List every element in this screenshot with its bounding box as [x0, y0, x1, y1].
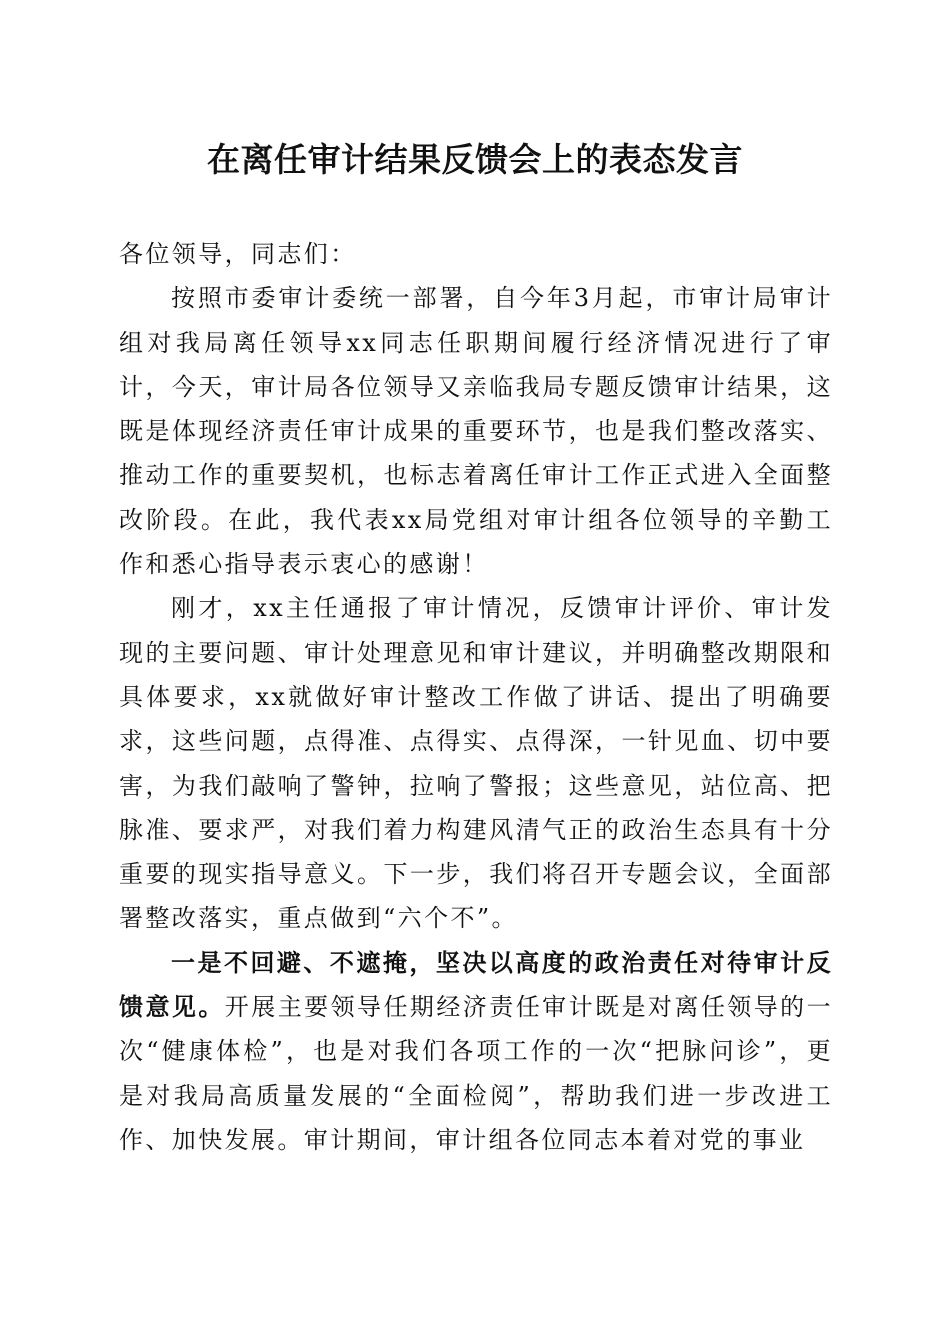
- paragraph-2: 刚才，xx主任通报了审计情况，反馈审计评价、审计发现的主要问题、审计处理意见和审计建议，并明确整改期限和具体要求，xx就做好审计整改工作做了讲话、提出了明确要求，这些问题，点得准、点得实、点得深，一针见血、切中要害，为我们敲响了警钟，拉响了警报；这些意见，站位高、把脉准、要求严，对我们着力构建风清气正的政治生态具有十分重要的现实指导意义。下一步，我们将召开专题会议，全面部署整改落实，重点做到“六个不”。: [119, 594, 833, 933]
- salutation: 各位领导，同志们：: [119, 240, 357, 268]
- document-body: [119, 232, 833, 1162]
- paragraph-1: 按照市委审计委统一部署，自今年3月起，市审计局审计组对我局离任领导xx同志任职期间履行经济情况进行了审计，今天，审计局各位领导又亲临我局专题反馈审计结果，这既是体现经济责任审计成果的重要环节，也是我们整改落实、推动工作的重要契机，也标志着离任审计工作正式进入全面整改阶段。在此，我代表xx局党组对审计组各位领导的辛勤工作和悉心指导表示衷心的感谢！: [119, 284, 833, 579]
- document-title: 在离任审计结果反馈会上的表态发言: [207, 140, 743, 179]
- paragraph-3-text: 开展主要领导任期经济责任审计既是对离任领导的一次“健康体检”，也是对我们各项工作的一次“把脉问诊”，更是对我局高质量发展的“全面检阅”，帮助我们进一步改进工作、加快发展。审计期间，审计组各位同志本着对党的事业: [119, 993, 833, 1154]
- paragraph-3-lead: 一是不回避、不遮掩，坚决以高度的政治责任对待审计反馈意见。: [119, 947, 833, 1022]
- paragraph-3: [119, 941, 833, 1162]
